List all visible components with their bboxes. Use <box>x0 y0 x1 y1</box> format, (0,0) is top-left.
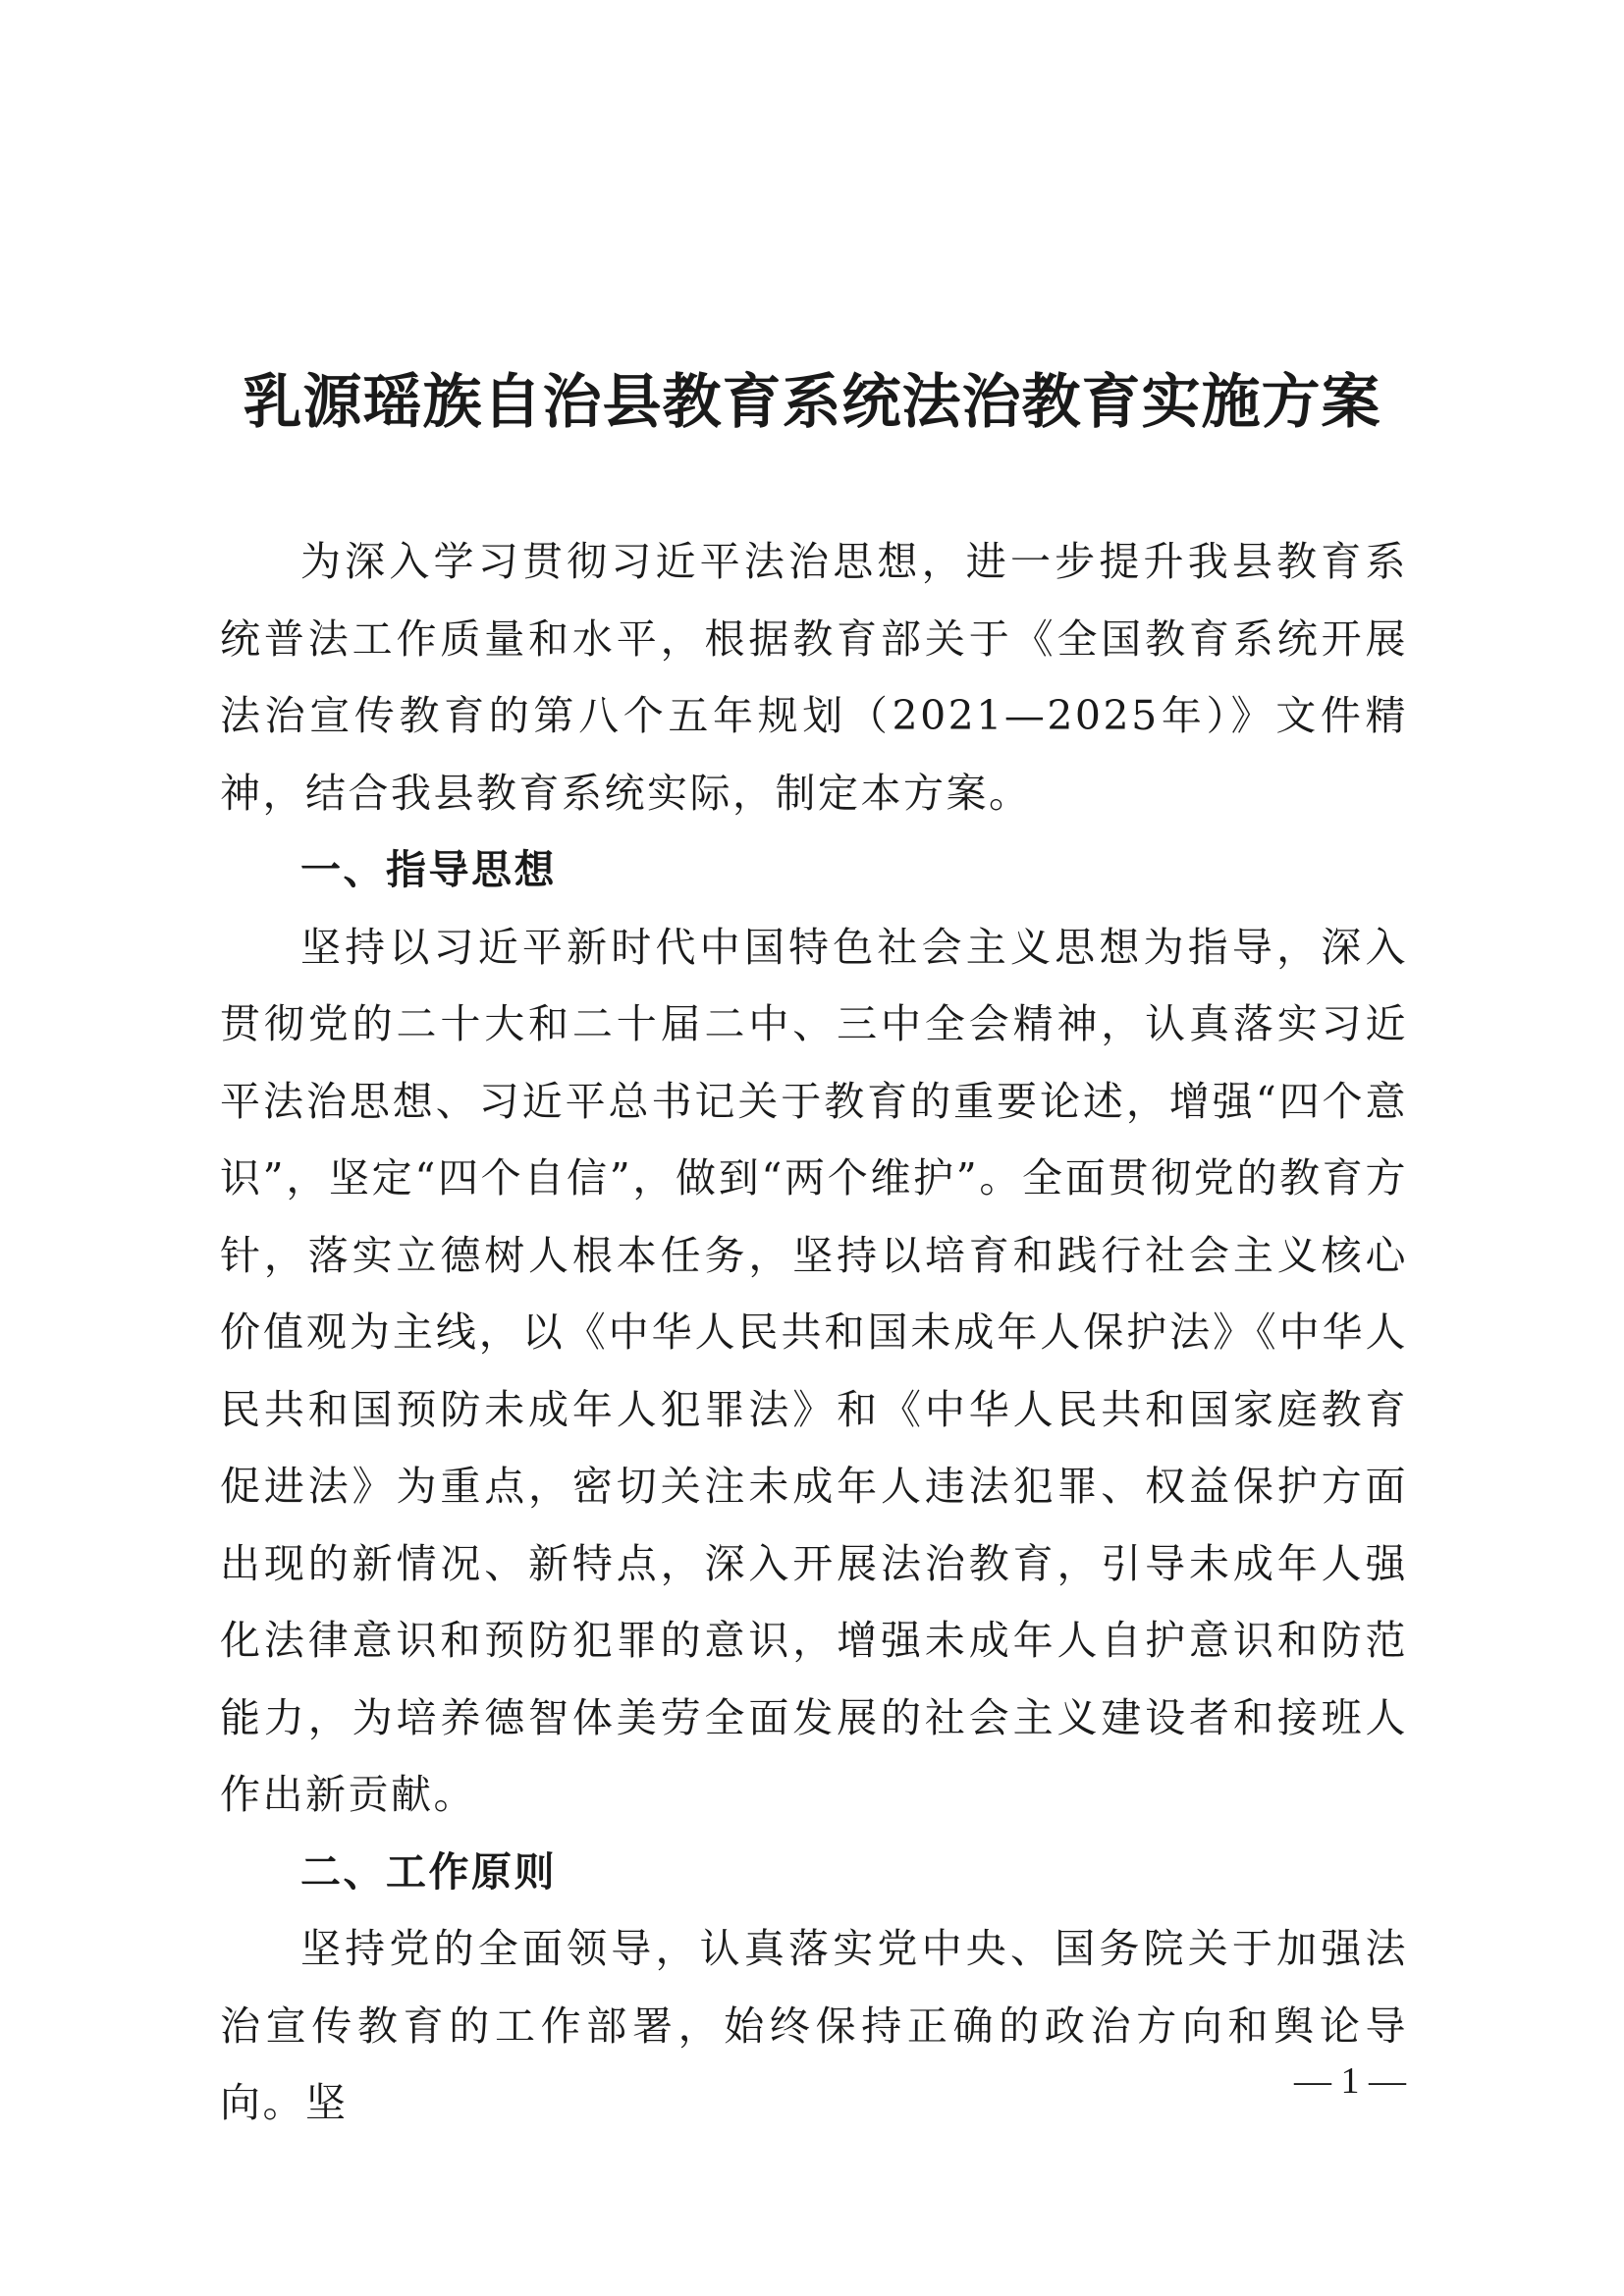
section-heading-guiding-ideology: 一、指导思想 <box>300 846 557 893</box>
guiding-ideology-paragraph: 坚持以习近平新时代中国特色社会主义思想为指导，深入贯彻党的二十大和二十届二中、三中全会精神，认真落实习近平法治思想、习近平总书记关于教育的重要论述，增强“四个意识”，坚定“四个自信”，做到“两个维护”。全面贯彻党的教育方针，落实立德树人根本任务，坚持以培育和践行社会主义核心价值观为主线，以《中华人民共和国未成年人保护法》《中华人民共和国预防未成年人犯罪法》和《中华人民共和国家庭教育促进法》为重点，密切关注未成年人违法犯罪、权益保护方面出现的新情况、新特点，深入开展法治教育，引导未成年人强化法律意识和预防犯罪的意识，增强未成年人自护意识和防范能力，为培养德智体美劳全面发展的社会主义建设者和接班人作出新贡献。 <box>220 923 1408 1818</box>
intro-paragraph: 为深入学习贯彻习近平法治思想，进一步提升我县教育系统普法工作质量和水平，根据教育部关于《全国教育系统开展法治宣传教育的第八个五年规划（2021—2025年）》文件精神，结合我县教育系统实际，制定本方案。 <box>220 538 1408 817</box>
document-title: 乳源瑶族自治县教育系统法治教育实施方案 <box>243 368 1381 437</box>
work-principles-paragraph: 坚持党的全面领导，认真落实党中央、国务院关于加强法治宣传教育的工作部署，始终保持正确的政治方向和舆论导向。坚 <box>220 1925 1408 2126</box>
section-heading-work-principles: 二、工作原则 <box>300 1847 557 1896</box>
document-body <box>220 523 1408 2142</box>
page-number: — 1 — <box>1294 2060 1406 2102</box>
